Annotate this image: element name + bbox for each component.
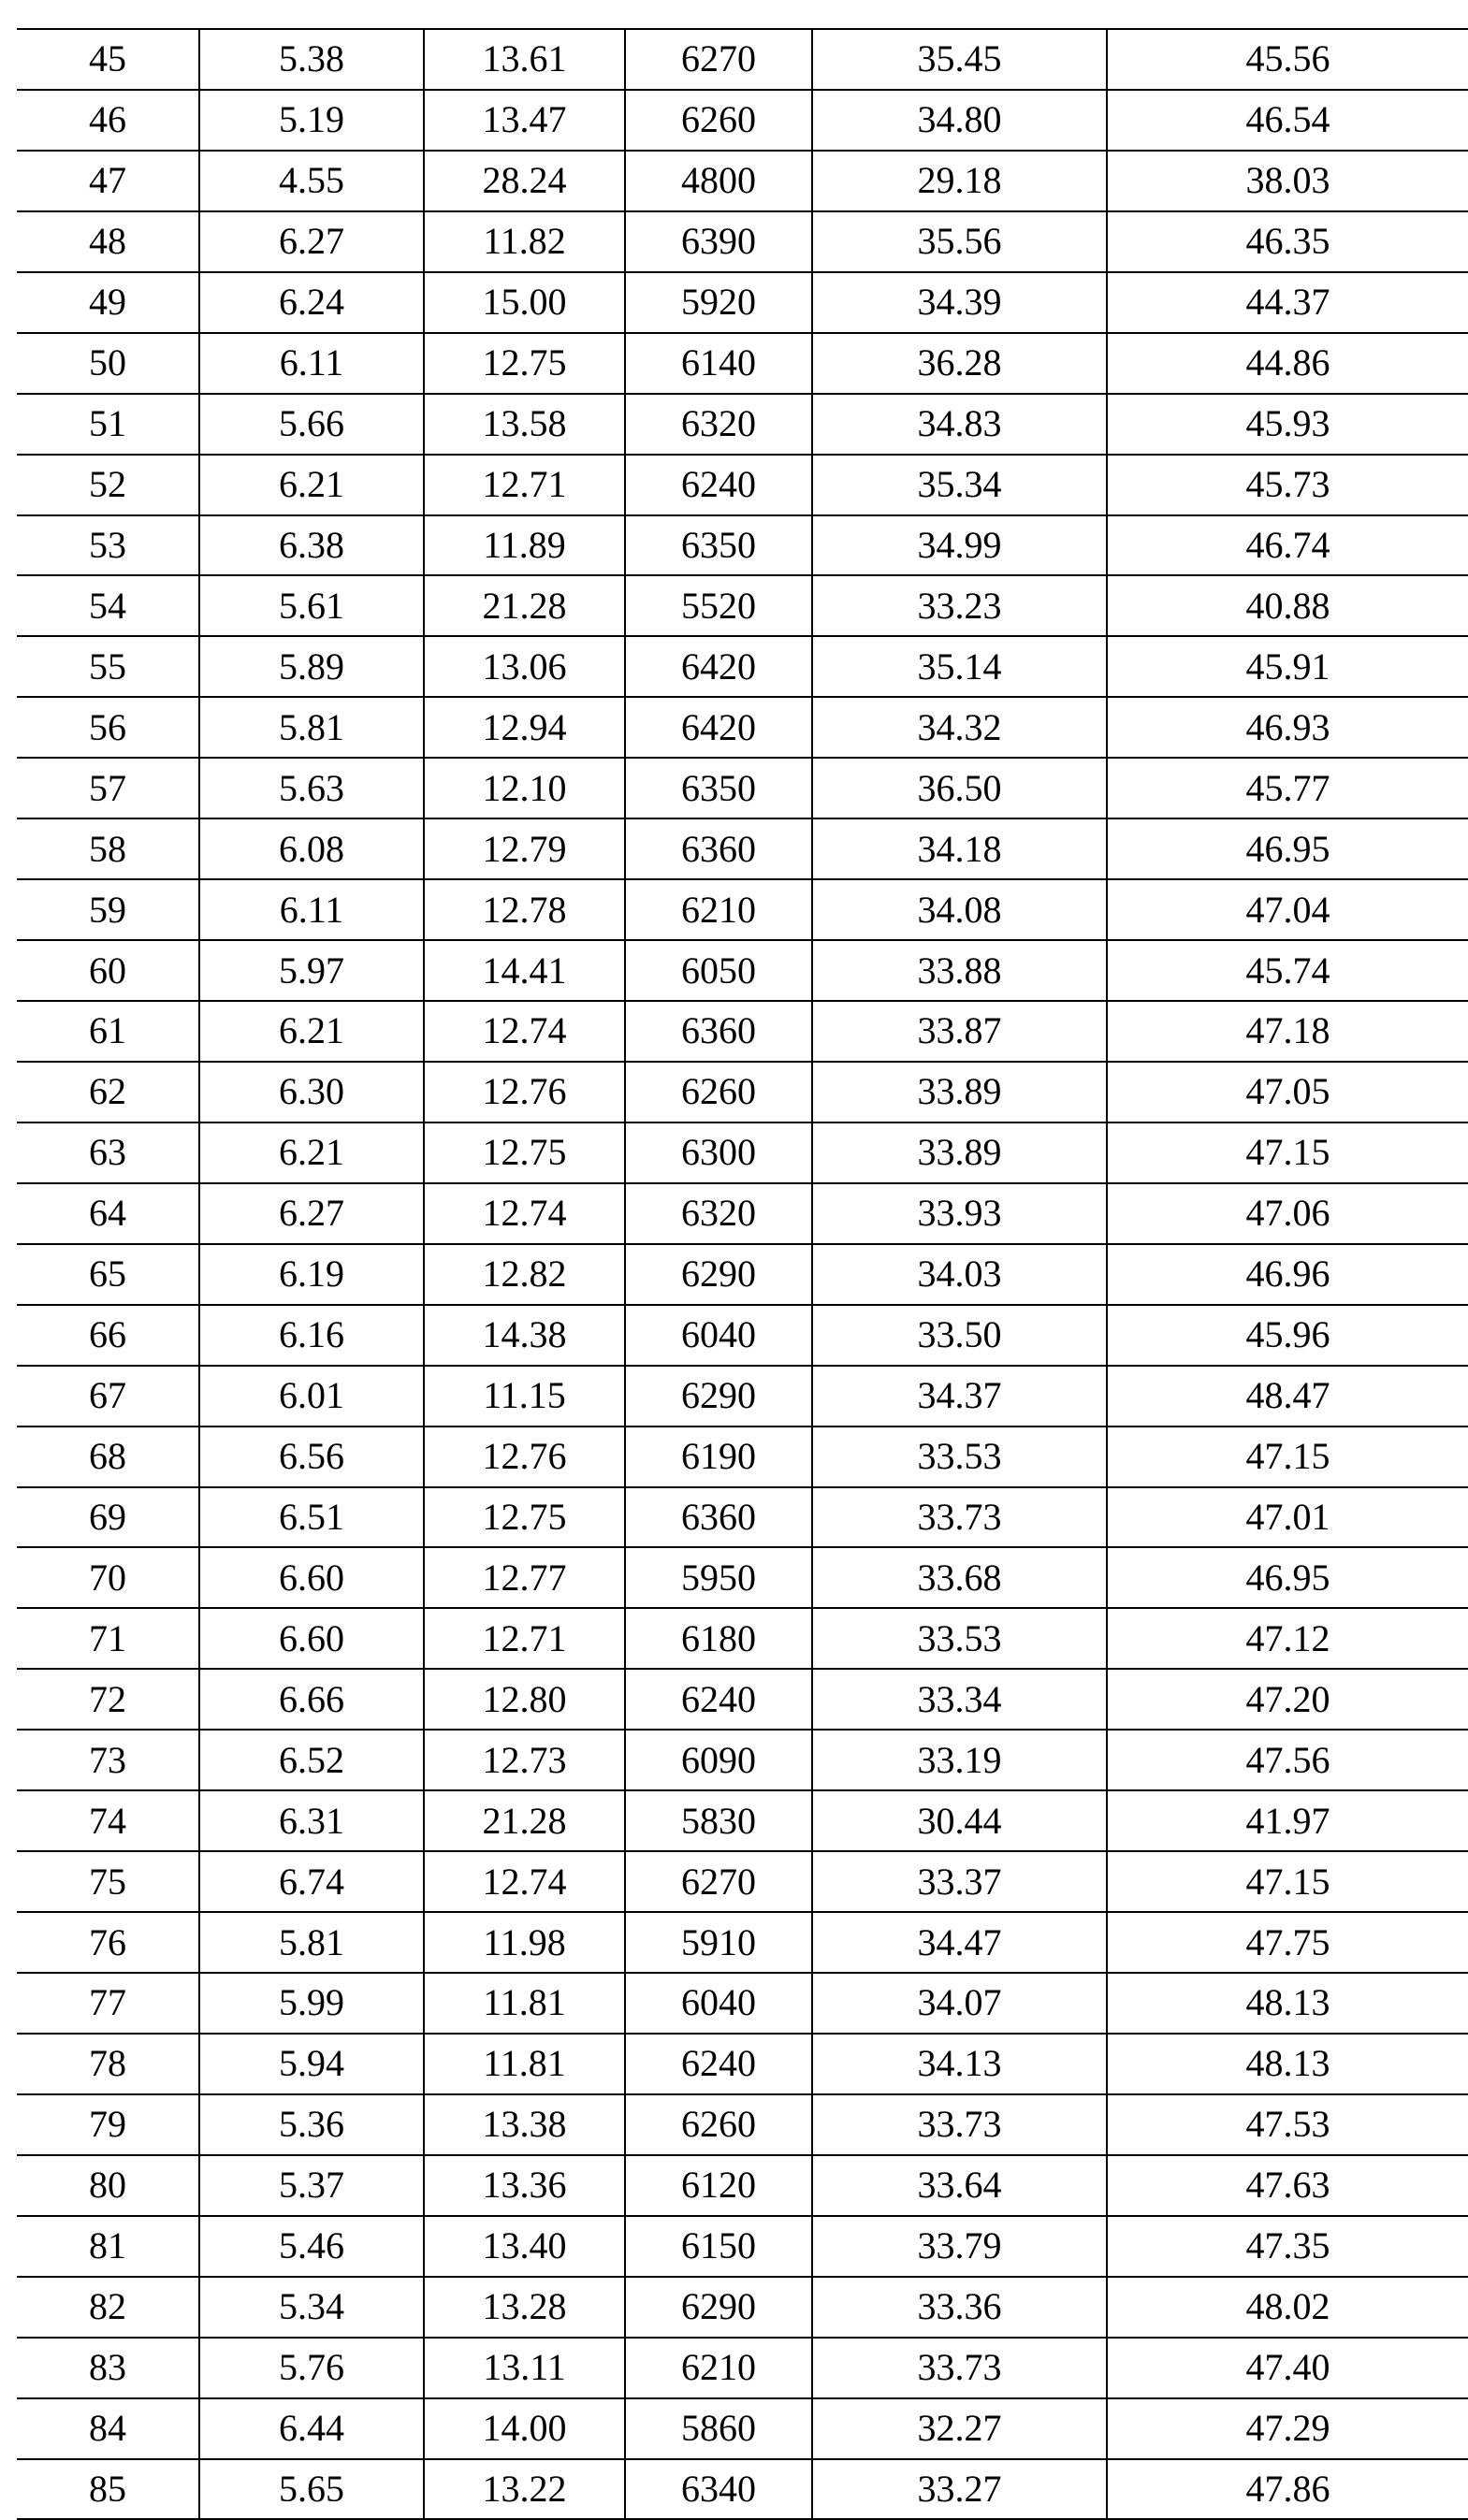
data-table-container [17,28,1468,2520]
value-cell-1: 5.97 [199,940,424,1001]
value-cell-1: 6.38 [199,515,424,576]
value-cell-2: 12.75 [424,333,625,394]
value-cell-4: 33.93 [812,1183,1107,1244]
value-cell-2: 13.38 [424,2094,625,2155]
table-row [17,1851,1468,1912]
table-row [17,455,1468,515]
value-cell-2: 15.00 [424,272,625,333]
value-cell-3: 6190 [625,1427,812,1487]
value-cell-2: 12.10 [424,758,625,818]
value-cell-4: 34.37 [812,1366,1107,1427]
table-row [17,1669,1468,1730]
value-cell-5: 47.15 [1107,1122,1468,1183]
table-row [17,515,1468,576]
value-cell-5: 46.93 [1107,697,1468,758]
row-index-cell: 65 [17,1244,199,1305]
value-cell-4: 33.53 [812,1608,1107,1669]
value-cell-5: 46.54 [1107,90,1468,151]
table-row [17,2338,1468,2398]
value-cell-4: 33.53 [812,1427,1107,1487]
value-cell-4: 33.37 [812,1851,1107,1912]
value-cell-5: 45.56 [1107,29,1468,90]
value-cell-2: 13.58 [424,394,625,455]
value-cell-2: 11.15 [424,1366,625,1427]
table-row [17,1427,1468,1487]
value-cell-5: 48.02 [1107,2277,1468,2338]
table-row [17,1487,1468,1548]
value-cell-5: 40.88 [1107,575,1468,636]
value-cell-3: 6260 [625,1062,812,1122]
value-cell-5: 47.06 [1107,1183,1468,1244]
value-cell-2: 12.76 [424,1427,625,1487]
table-row [17,2398,1468,2459]
value-cell-3: 6040 [625,1973,812,2034]
value-cell-5: 47.86 [1107,2459,1468,2520]
value-cell-5: 47.35 [1107,2216,1468,2277]
value-cell-3: 6240 [625,1669,812,1730]
value-cell-3: 6270 [625,29,812,90]
row-index-cell: 85 [17,2459,199,2520]
row-index-cell: 57 [17,758,199,818]
value-cell-5: 47.29 [1107,2398,1468,2459]
value-cell-4: 33.50 [812,1305,1107,1366]
value-cell-5: 44.37 [1107,272,1468,333]
value-cell-5: 46.35 [1107,211,1468,272]
table-row [17,697,1468,758]
value-cell-3: 6420 [625,697,812,758]
value-cell-2: 12.78 [424,879,625,940]
row-index-cell: 67 [17,1366,199,1427]
value-cell-1: 6.21 [199,1122,424,1183]
row-index-cell: 54 [17,575,199,636]
table-row [17,636,1468,697]
value-cell-1: 6.11 [199,879,424,940]
value-cell-1: 5.81 [199,697,424,758]
value-cell-1: 6.27 [199,211,424,272]
value-cell-4: 33.89 [812,1122,1107,1183]
row-index-cell: 61 [17,1001,199,1062]
table-row [17,2094,1468,2155]
row-index-cell: 47 [17,151,199,211]
value-cell-4: 32.27 [812,2398,1107,2459]
value-cell-3: 5830 [625,1790,812,1851]
value-cell-1: 5.63 [199,758,424,818]
value-cell-5: 45.74 [1107,940,1468,1001]
value-cell-5: 46.95 [1107,818,1468,879]
value-cell-3: 6050 [625,940,812,1001]
value-cell-3: 5910 [625,1912,812,1973]
table-row [17,1183,1468,1244]
value-cell-5: 47.12 [1107,1608,1468,1669]
value-cell-3: 6340 [625,2459,812,2520]
value-cell-3: 6290 [625,1366,812,1427]
value-cell-4: 33.88 [812,940,1107,1001]
value-cell-2: 11.81 [424,1973,625,2034]
value-cell-2: 13.40 [424,2216,625,2277]
value-cell-3: 5520 [625,575,812,636]
value-cell-3: 6180 [625,1608,812,1669]
table-row [17,879,1468,940]
value-cell-3: 6350 [625,515,812,576]
value-cell-2: 12.71 [424,1608,625,1669]
value-cell-3: 6320 [625,1183,812,1244]
value-cell-2: 12.77 [424,1547,625,1608]
value-cell-5: 47.53 [1107,2094,1468,2155]
row-index-cell: 74 [17,1790,199,1851]
value-cell-2: 11.81 [424,2034,625,2094]
value-cell-1: 5.46 [199,2216,424,2277]
value-cell-1: 6.08 [199,818,424,879]
value-cell-5: 47.75 [1107,1912,1468,1973]
table-row [17,1305,1468,1366]
value-cell-1: 5.81 [199,1912,424,1973]
value-cell-5: 38.03 [1107,151,1468,211]
row-index-cell: 63 [17,1122,199,1183]
value-cell-5: 41.97 [1107,1790,1468,1851]
value-cell-3: 6360 [625,1487,812,1548]
value-cell-1: 4.55 [199,151,424,211]
value-cell-4: 34.32 [812,697,1107,758]
value-cell-4: 33.79 [812,2216,1107,2277]
value-cell-1: 5.34 [199,2277,424,2338]
table-row [17,575,1468,636]
value-cell-1: 5.76 [199,2338,424,2398]
table-row [17,1001,1468,1062]
value-cell-4: 30.44 [812,1790,1107,1851]
table-row [17,1973,1468,2034]
table-row [17,940,1468,1001]
value-cell-4: 33.89 [812,1062,1107,1122]
value-cell-5: 47.18 [1107,1001,1468,1062]
value-cell-1: 5.37 [199,2155,424,2216]
value-cell-3: 6390 [625,211,812,272]
value-cell-3: 6290 [625,2277,812,2338]
table-row [17,1122,1468,1183]
value-cell-4: 33.64 [812,2155,1107,2216]
row-index-cell: 62 [17,1062,199,1122]
value-cell-1: 6.44 [199,2398,424,2459]
value-cell-2: 12.94 [424,697,625,758]
table-row [17,29,1468,90]
value-cell-1: 6.24 [199,272,424,333]
value-cell-4: 33.27 [812,2459,1107,2520]
table-row [17,818,1468,879]
value-cell-3: 6210 [625,879,812,940]
row-index-cell: 50 [17,333,199,394]
value-cell-4: 34.07 [812,1973,1107,2034]
value-cell-2: 13.11 [424,2338,625,2398]
value-cell-4: 36.50 [812,758,1107,818]
value-cell-3: 6090 [625,1730,812,1790]
table-row [17,1912,1468,1973]
value-cell-2: 12.74 [424,1851,625,1912]
value-cell-5: 46.74 [1107,515,1468,576]
value-cell-2: 13.61 [424,29,625,90]
value-cell-2: 12.75 [424,1122,625,1183]
value-cell-5: 47.04 [1107,879,1468,940]
value-cell-1: 5.19 [199,90,424,151]
value-cell-5: 47.40 [1107,2338,1468,2398]
value-cell-4: 33.73 [812,2094,1107,2155]
value-cell-1: 6.01 [199,1366,424,1427]
value-cell-2: 11.89 [424,515,625,576]
row-index-cell: 60 [17,940,199,1001]
row-index-cell: 75 [17,1851,199,1912]
row-index-cell: 83 [17,2338,199,2398]
value-cell-3: 6140 [625,333,812,394]
row-index-cell: 49 [17,272,199,333]
value-cell-2: 12.71 [424,455,625,515]
row-index-cell: 45 [17,29,199,90]
value-cell-4: 34.13 [812,2034,1107,2094]
value-cell-4: 34.39 [812,272,1107,333]
value-cell-3: 6290 [625,1244,812,1305]
table-row [17,333,1468,394]
value-cell-2: 12.76 [424,1062,625,1122]
value-cell-3: 6150 [625,2216,812,2277]
row-index-cell: 72 [17,1669,199,1730]
value-cell-4: 33.19 [812,1730,1107,1790]
value-cell-4: 33.87 [812,1001,1107,1062]
table-row [17,151,1468,211]
value-cell-4: 33.23 [812,575,1107,636]
value-cell-1: 6.19 [199,1244,424,1305]
table-row [17,2277,1468,2338]
value-cell-5: 47.15 [1107,1851,1468,1912]
table-row [17,2155,1468,2216]
value-cell-2: 11.82 [424,211,625,272]
value-cell-3: 6240 [625,455,812,515]
value-cell-1: 5.94 [199,2034,424,2094]
value-cell-1: 5.66 [199,394,424,455]
table-row [17,1062,1468,1122]
value-cell-5: 46.95 [1107,1547,1468,1608]
value-cell-2: 12.80 [424,1669,625,1730]
value-cell-3: 6270 [625,1851,812,1912]
table-row [17,1790,1468,1851]
value-cell-2: 12.79 [424,818,625,879]
table-row [17,211,1468,272]
value-cell-4: 34.18 [812,818,1107,879]
row-index-cell: 70 [17,1547,199,1608]
value-cell-1: 6.60 [199,1608,424,1669]
value-cell-4: 33.73 [812,1487,1107,1548]
value-cell-2: 12.75 [424,1487,625,1548]
value-cell-1: 6.66 [199,1669,424,1730]
value-cell-1: 6.30 [199,1062,424,1122]
value-cell-5: 45.77 [1107,758,1468,818]
value-cell-5: 45.91 [1107,636,1468,697]
value-cell-1: 6.21 [199,1001,424,1062]
value-cell-5: 47.20 [1107,1669,1468,1730]
value-cell-4: 35.14 [812,636,1107,697]
row-index-cell: 56 [17,697,199,758]
value-cell-5: 45.93 [1107,394,1468,455]
row-index-cell: 59 [17,879,199,940]
table-row [17,90,1468,151]
value-cell-1: 6.56 [199,1427,424,1487]
value-cell-5: 48.13 [1107,2034,1468,2094]
value-cell-3: 6420 [625,636,812,697]
value-cell-5: 47.56 [1107,1730,1468,1790]
value-cell-2: 13.36 [424,2155,625,2216]
value-cell-2: 14.38 [424,1305,625,1366]
value-cell-3: 6240 [625,2034,812,2094]
value-cell-1: 6.51 [199,1487,424,1548]
value-cell-3: 6120 [625,2155,812,2216]
value-cell-4: 35.56 [812,211,1107,272]
value-cell-1: 6.74 [199,1851,424,1912]
row-index-cell: 64 [17,1183,199,1244]
row-index-cell: 81 [17,2216,199,2277]
value-cell-2: 13.47 [424,90,625,151]
value-cell-5: 45.96 [1107,1305,1468,1366]
table-row [17,272,1468,333]
value-cell-3: 6260 [625,2094,812,2155]
value-cell-3: 6210 [625,2338,812,2398]
value-cell-3: 6360 [625,1001,812,1062]
value-cell-2: 13.28 [424,2277,625,2338]
value-cell-1: 6.27 [199,1183,424,1244]
value-cell-1: 6.52 [199,1730,424,1790]
value-cell-2: 13.22 [424,2459,625,2520]
row-index-cell: 76 [17,1912,199,1973]
data-table [17,28,1468,2520]
row-index-cell: 53 [17,515,199,576]
value-cell-2: 12.73 [424,1730,625,1790]
value-cell-2: 12.74 [424,1183,625,1244]
value-cell-1: 5.38 [199,29,424,90]
value-cell-5: 47.63 [1107,2155,1468,2216]
table-row [17,2459,1468,2520]
value-cell-2: 13.06 [424,636,625,697]
value-cell-1: 5.99 [199,1973,424,2034]
value-cell-2: 21.28 [424,575,625,636]
row-index-cell: 51 [17,394,199,455]
value-cell-5: 47.05 [1107,1062,1468,1122]
table-row [17,1608,1468,1669]
table-row [17,1366,1468,1427]
value-cell-1: 5.65 [199,2459,424,2520]
value-cell-4: 33.68 [812,1547,1107,1608]
value-cell-5: 44.86 [1107,333,1468,394]
row-index-cell: 77 [17,1973,199,2034]
value-cell-1: 6.16 [199,1305,424,1366]
row-index-cell: 84 [17,2398,199,2459]
value-cell-4: 33.73 [812,2338,1107,2398]
value-cell-2: 12.82 [424,1244,625,1305]
value-cell-1: 5.36 [199,2094,424,2155]
value-cell-3: 6320 [625,394,812,455]
table-row [17,2034,1468,2094]
table-row [17,1547,1468,1608]
row-index-cell: 78 [17,2034,199,2094]
value-cell-3: 5860 [625,2398,812,2459]
value-cell-2: 14.00 [424,2398,625,2459]
value-cell-1: 5.61 [199,575,424,636]
value-cell-5: 47.15 [1107,1427,1468,1487]
value-cell-4: 34.99 [812,515,1107,576]
value-cell-4: 34.80 [812,90,1107,151]
value-cell-4: 35.45 [812,29,1107,90]
value-cell-5: 46.96 [1107,1244,1468,1305]
value-cell-3: 4800 [625,151,812,211]
row-index-cell: 80 [17,2155,199,2216]
value-cell-2: 11.98 [424,1912,625,1973]
value-cell-3: 6040 [625,1305,812,1366]
table-body [17,29,1468,2519]
value-cell-4: 34.03 [812,1244,1107,1305]
row-index-cell: 58 [17,818,199,879]
value-cell-3: 6300 [625,1122,812,1183]
value-cell-3: 5950 [625,1547,812,1608]
value-cell-5: 48.13 [1107,1973,1468,2034]
value-cell-3: 6260 [625,90,812,151]
row-index-cell: 82 [17,2277,199,2338]
row-index-cell: 79 [17,2094,199,2155]
row-index-cell: 69 [17,1487,199,1548]
value-cell-5: 48.47 [1107,1366,1468,1427]
value-cell-2: 28.24 [424,151,625,211]
value-cell-3: 6350 [625,758,812,818]
row-index-cell: 46 [17,90,199,151]
row-index-cell: 55 [17,636,199,697]
value-cell-1: 6.21 [199,455,424,515]
value-cell-4: 33.36 [812,2277,1107,2338]
value-cell-1: 6.60 [199,1547,424,1608]
row-index-cell: 48 [17,211,199,272]
table-row [17,2216,1468,2277]
value-cell-5: 47.01 [1107,1487,1468,1548]
value-cell-3: 6360 [625,818,812,879]
table-row [17,1244,1468,1305]
table-row [17,758,1468,818]
value-cell-4: 34.83 [812,394,1107,455]
row-index-cell: 73 [17,1730,199,1790]
value-cell-4: 29.18 [812,151,1107,211]
row-index-cell: 66 [17,1305,199,1366]
table-row [17,394,1468,455]
table-row [17,1730,1468,1790]
value-cell-5: 45.73 [1107,455,1468,515]
value-cell-1: 6.11 [199,333,424,394]
value-cell-4: 34.08 [812,879,1107,940]
value-cell-2: 21.28 [424,1790,625,1851]
row-index-cell: 68 [17,1427,199,1487]
value-cell-2: 12.74 [424,1001,625,1062]
value-cell-3: 5920 [625,272,812,333]
row-index-cell: 52 [17,455,199,515]
value-cell-4: 34.47 [812,1912,1107,1973]
row-index-cell: 71 [17,1608,199,1669]
value-cell-1: 6.31 [199,1790,424,1851]
value-cell-2: 14.41 [424,940,625,1001]
value-cell-4: 35.34 [812,455,1107,515]
value-cell-4: 33.34 [812,1669,1107,1730]
value-cell-4: 36.28 [812,333,1107,394]
value-cell-1: 5.89 [199,636,424,697]
